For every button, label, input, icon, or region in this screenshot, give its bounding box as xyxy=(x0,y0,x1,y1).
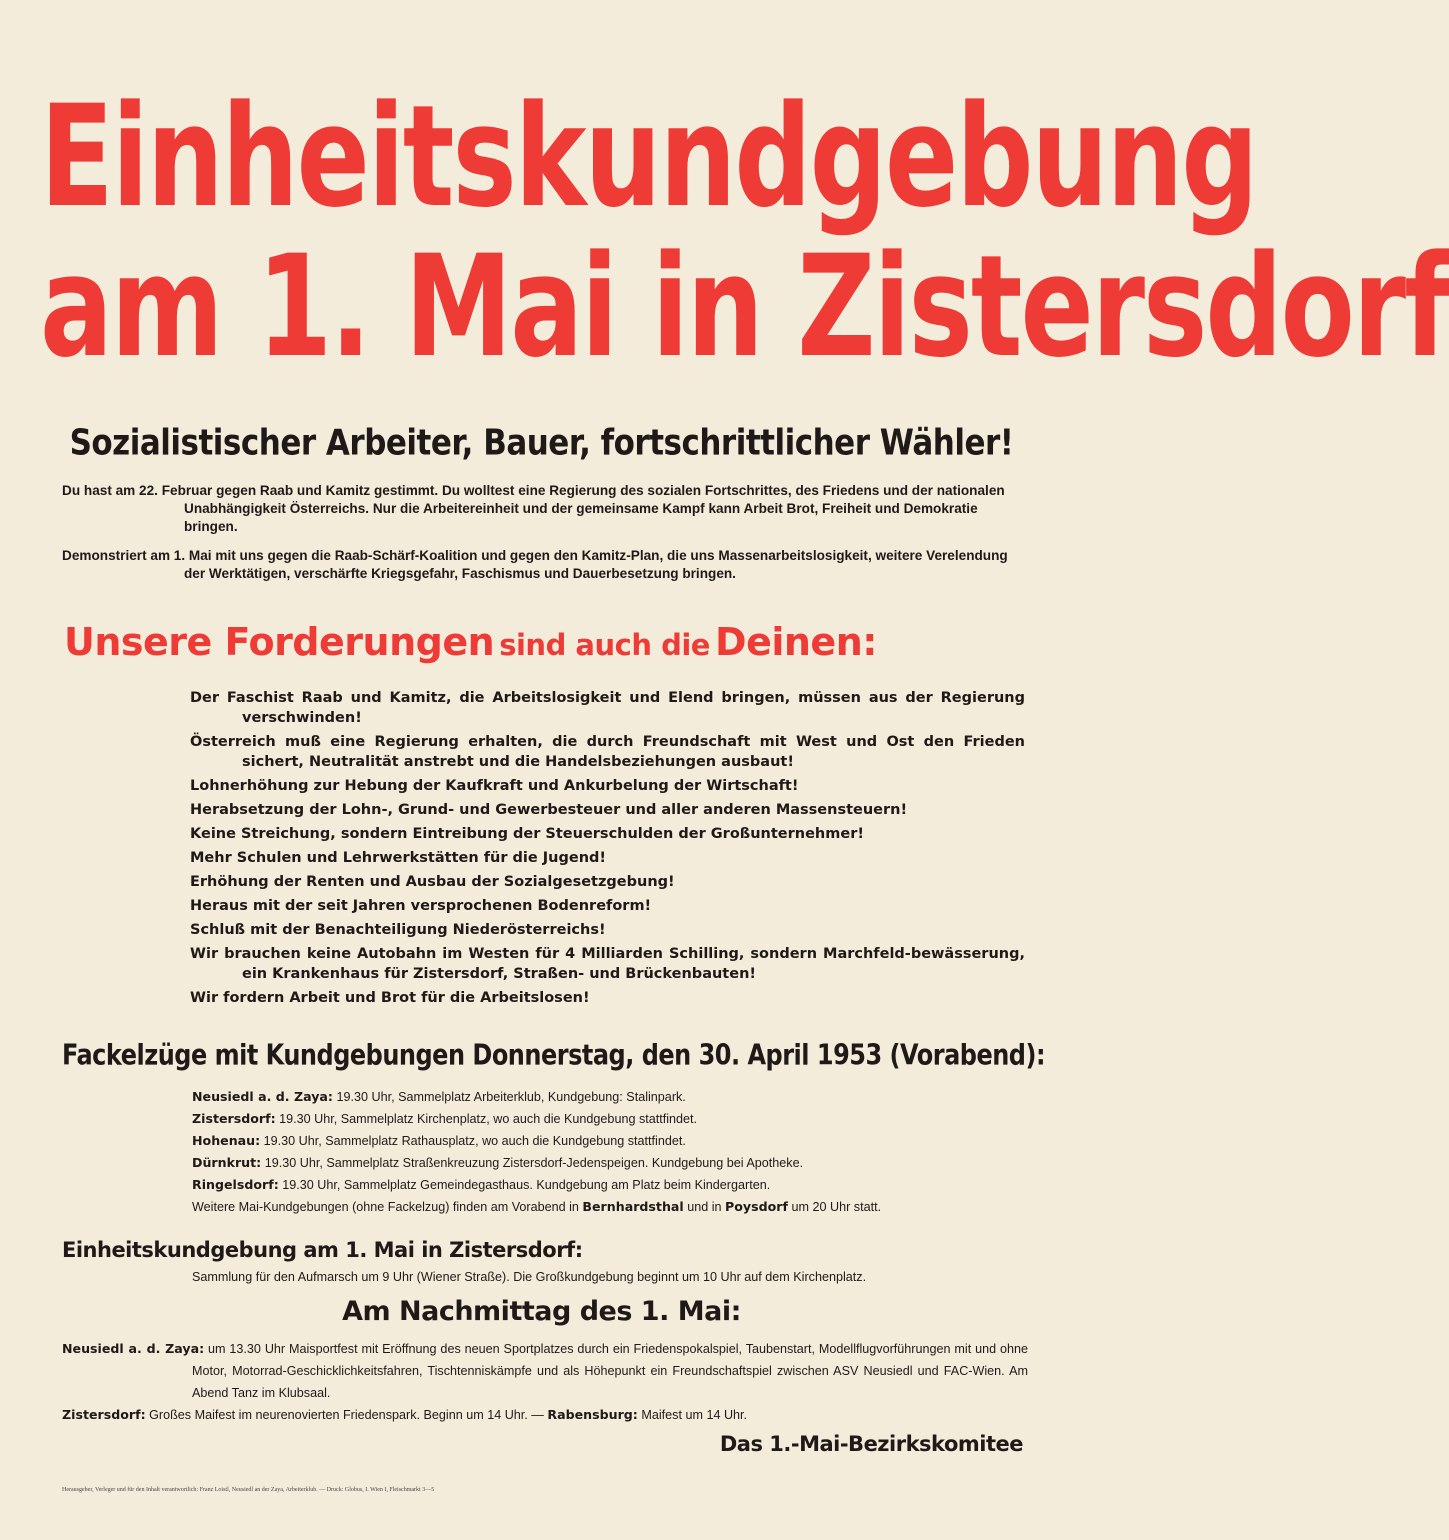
imprint: Herausgeber, Verleger und für den Inhalt verantwortlich: Franz Loistl, Neusiedl an der Zaya, Arbeiterklub. — Druck: Globus, I. Wien I, Fleischmarkt 3—5 xyxy=(62,1487,435,1493)
torch-place: Hohenau: xyxy=(192,1133,261,1148)
afternoon-place: Zistersdorf: xyxy=(62,1407,146,1422)
subtitle: Sozialistischer Arbeiter, Bauer, fortschrittlicher Wähler! xyxy=(69,422,1014,464)
afternoon-program xyxy=(62,1338,1028,1426)
afternoon-item-zistersdorf xyxy=(62,1404,1028,1426)
intro-paragraph-1 xyxy=(62,482,1026,536)
demand-item: Keine Streichung, sondern Eintreibung der Steuerschulden der Großunternehmer! xyxy=(190,826,864,842)
torch-item xyxy=(192,1152,1032,1174)
demands-heading xyxy=(64,620,877,664)
torch-more-text-2: und in xyxy=(683,1200,726,1214)
torch-more-place-2: Poysdorf xyxy=(725,1199,788,1214)
demand-item: Lohnerhöhung zur Hebung der Kaufkraft und Ankurbelung der Wirtschaft! xyxy=(190,778,799,794)
torch-more-text-1: Weitere Mai-Kundgebungen (ohne Fackelzug) finden am Vorabend in xyxy=(192,1200,583,1214)
torch-procession-list xyxy=(192,1086,1032,1218)
demands-heading-part-1: Unsere Forderungen xyxy=(64,620,495,664)
unity-rally-heading: Einheitskundgebung am 1. Mai in Zistersdorf: xyxy=(62,1238,583,1262)
demand-item: Herabsetzung der Lohn-, Grund- und Gewerbesteuer und aller anderen Massensteuern! xyxy=(190,802,908,818)
afternoon-details: Maifest um 14 Uhr. xyxy=(637,1408,748,1422)
demand-item: Wir brauchen keine Autobahn im Westen für 4 Milliarden Schilling, sondern Marchfeld-bewässerung, ein Krankenhaus für Zistersdorf, Straßen- und Brückenbauten! xyxy=(190,946,1025,982)
intro-text-1: Du hast am 22. Februar gegen Raab und Kamitz gestimmt. Du wolltest eine Regierung des sozialen Fortschrittes, des Friedens und der nationalen Unabhängigkeit Österreichs. Nur die Arbeitereinheit und der gemeinsame Kampf kann Arbeit Brot, Freiheit und Demokratie bringen. xyxy=(62,483,1005,534)
afternoon-heading: Am Nachmittag des 1. Mai: xyxy=(342,1296,741,1327)
torch-procession-heading: Fackelzüge mit Kundgebungen Donnerstag, den 30. April 1953 (Vorabend): xyxy=(62,1038,1046,1072)
demand-item: Schluß mit der Benachteiligung Niederösterreichs! xyxy=(190,922,606,938)
headline-line-2: am 1. Mai in Zistersdorf xyxy=(40,226,1449,389)
torch-details: 19.30 Uhr, Sammelplatz Gemeindegasthaus. Kundgebung am Platz beim Kindergarten. xyxy=(278,1178,771,1192)
headline-line-1: Einheitskundgebung xyxy=(40,76,1257,239)
demand-item: Heraus mit der seit Jahren versprochenen Bodenreform! xyxy=(190,898,652,914)
torch-place: Ringelsdorf: xyxy=(192,1177,279,1192)
torch-item xyxy=(192,1108,1032,1130)
demand-item: Mehr Schulen und Lehrwerkstätten für die Jugend! xyxy=(190,850,607,866)
demands-heading-part-2: sind auch die xyxy=(499,628,710,662)
afternoon-details: Großes Maifest im neurenovierten Friedenspark. Beginn um 14 Uhr. — xyxy=(145,1408,548,1422)
demands-heading-part-3: Deinen: xyxy=(715,620,877,664)
intro-text-2: Demonstriert am 1. Mai mit uns gegen die Raab-Schärf-Koalition und gegen den Kamitz-Plan, die uns Massenarbeitslosigkeit, weitere Verelendung der Werktätigen, verschärfte Kriegsgefahr, Faschismus und Dauerbesetzung bringen. xyxy=(62,548,1008,581)
torch-item xyxy=(192,1130,1032,1152)
torch-place: Zistersdorf: xyxy=(192,1111,276,1126)
demand-item: Wir fordern Arbeit und Brot für die Arbeitslosen! xyxy=(190,990,590,1006)
afternoon-place: Rabensburg: xyxy=(547,1407,638,1422)
torch-more xyxy=(192,1196,1032,1218)
intro-paragraph-2 xyxy=(62,547,1026,583)
torch-item xyxy=(192,1086,1032,1108)
committee-signature: Das 1.-Mai-Bezirkskomitee xyxy=(719,1432,1023,1456)
demand-item: Erhöhung der Renten und Ausbau der Sozialgesetzgebung! xyxy=(190,874,675,890)
torch-place: Dürnkrut: xyxy=(192,1155,262,1170)
torch-details: 19.30 Uhr, Sammelplatz Rathausplatz, wo auch die Kundgebung stattfindet. xyxy=(260,1134,686,1148)
torch-place: Neusiedl a. d. Zaya: xyxy=(192,1089,333,1104)
torch-details: 19.30 Uhr, Sammelplatz Straßenkreuzung Zistersdorf-Jedenspeigen. Kundgebung bei Apotheke. xyxy=(261,1156,804,1170)
demand-item: Der Faschist Raab und Kamitz, die Arbeitslosigkeit und Elend bringen, müssen aus der Regierung verschwinden! xyxy=(190,690,1025,726)
torch-details: 19.30 Uhr, Sammelplatz Arbeiterklub, Kundgebung: Stalinpark. xyxy=(332,1090,686,1104)
unity-rally-text: Sammlung für den Aufmarsch um 9 Uhr (Wiener Straße). Die Großkundgebung beginnt um 10 Uhr auf dem Kirchenplatz. xyxy=(192,1270,867,1284)
torch-more-place-1: Bernhardsthal xyxy=(582,1199,684,1214)
torch-details: 19.30 Uhr, Sammelplatz Kirchenplatz, wo auch die Kundgebung stattfindet. xyxy=(275,1112,698,1126)
afternoon-place: Neusiedl a. d. Zaya: xyxy=(62,1341,205,1356)
afternoon-item-neusiedl xyxy=(62,1338,1028,1404)
demands-list xyxy=(190,688,1025,1012)
torch-more-text-3: um 20 Uhr statt. xyxy=(788,1200,882,1214)
afternoon-details: um 13.30 Uhr Maisportfest mit Eröffnung des neuen Sportplatzes durch ein Friedenspokalspiel, Taubenstart, Modellflugvorführungen mit und ohne Motor, Motorrad-Geschicklichkeitsfahren, Tischtenniskämpfe und als Höhepunkt ein Freundschaftspiel zwischen ASV Neusiedl und FAC-Wien. Am Abend Tanz im Klubsaal. xyxy=(192,1342,1028,1400)
demand-item: Österreich muß eine Regierung erhalten, die durch Freundschaft mit West und Ost den Frieden sichert, Neutralität anstrebt und die Handelsbeziehungen ausbaut! xyxy=(190,734,1025,770)
torch-item xyxy=(192,1174,1032,1196)
